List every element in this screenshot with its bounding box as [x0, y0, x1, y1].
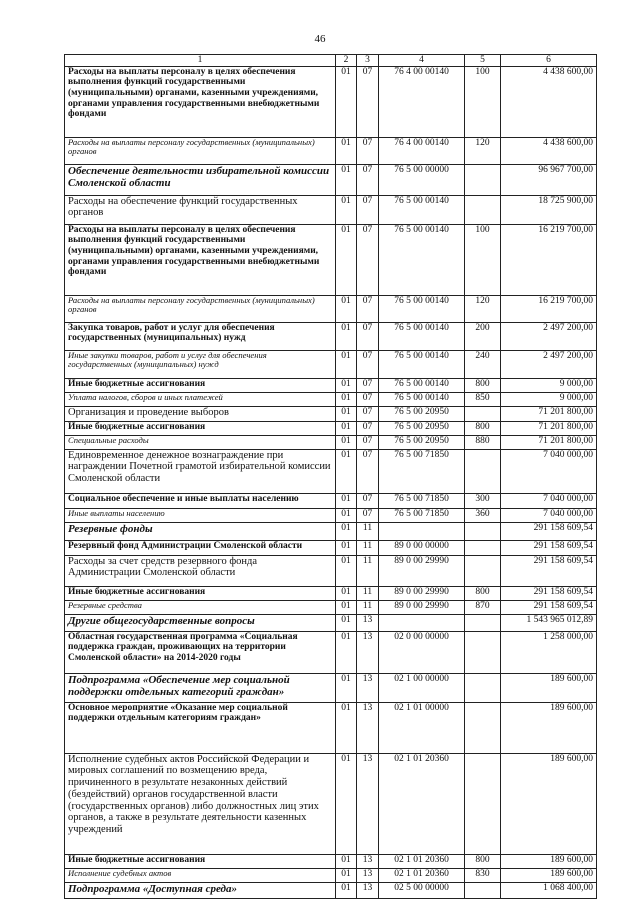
subsection-code-cell: 07: [357, 224, 379, 295]
amount-cell: 96 967 700,00: [501, 164, 597, 195]
expense-type-cell: 870: [465, 600, 501, 614]
row-name-cell: Иные бюджетные ассигнования: [65, 854, 336, 868]
amount-cell: 4 438 600,00: [501, 137, 597, 164]
table-row: [65, 493, 597, 508]
amount-cell: 16 219 700,00: [501, 295, 597, 322]
page-number: 46: [314, 33, 326, 45]
subsection-code-cell: 13: [357, 673, 379, 702]
amount-cell: 18 725 900,00: [501, 195, 597, 224]
target-article-cell: [379, 522, 465, 540]
subsection-code-cell: 07: [357, 378, 379, 392]
budget-table: [64, 54, 597, 899]
target-article-cell: 76 5 00 20950: [379, 421, 465, 435]
expense-type-cell: [465, 195, 501, 224]
amount-cell: 189 600,00: [501, 753, 597, 854]
expense-type-cell: 200: [465, 322, 501, 350]
row-name-cell: Закупка товаров, работ и услуг для обеспечения государственных (муниципальных) нужд: [65, 322, 336, 350]
target-article-cell: 89 0 00 29990: [379, 586, 465, 600]
row-name-cell: Расходы на выплаты персоналу государственных (муниципальных) органов: [65, 295, 336, 322]
subsection-code-cell: 13: [357, 614, 379, 631]
section-code-cell: 01: [336, 66, 357, 137]
expense-type-cell: 120: [465, 295, 501, 322]
section-code-cell: 01: [336, 854, 357, 868]
subsection-code-cell: 07: [357, 164, 379, 195]
table-row: [65, 392, 597, 406]
row-name-cell: Исполнение судебных актов Российской Федерации и мировых соглашений по возмещению вреда, причиненного в результате незаконных действий (бездействий) органов государственной власти (государственных органов) либо должностных лиц этих органов, а также в результате деятельности казенных учреждений: [65, 753, 336, 854]
table-row: [65, 224, 597, 295]
table-row: [65, 600, 597, 614]
amount-cell: 71 201 800,00: [501, 435, 597, 449]
section-code-cell: 01: [336, 435, 357, 449]
amount-cell: 189 600,00: [501, 702, 597, 753]
target-article-cell: 76 5 00 71850: [379, 449, 465, 493]
row-name-cell: Обеспечение деятельности избирательной комиссии Смоленской области: [65, 164, 336, 195]
row-name-cell: Расходы за счет средств резервного фонда Администрации Смоленской области: [65, 555, 336, 586]
amount-cell: 1 543 965 012,89: [501, 614, 597, 631]
expense-type-cell: 360: [465, 508, 501, 522]
subsection-code-cell: 07: [357, 435, 379, 449]
subsection-code-cell: 07: [357, 392, 379, 406]
subsection-code-cell: 07: [357, 350, 379, 378]
target-article-cell: 89 0 00 29990: [379, 600, 465, 614]
target-article-cell: 89 0 00 00000: [379, 540, 465, 555]
section-code-cell: 01: [336, 673, 357, 702]
target-article-cell: 76 5 00 71850: [379, 508, 465, 522]
header-col-2: 2: [336, 55, 357, 67]
table-row: [65, 586, 597, 600]
section-code-cell: 01: [336, 164, 357, 195]
amount-cell: 71 201 800,00: [501, 406, 597, 421]
table-row: [65, 449, 597, 493]
row-name-cell: Социальное обеспечение и иные выплаты населению: [65, 493, 336, 508]
amount-cell: 9 000,00: [501, 392, 597, 406]
target-article-cell: 02 1 01 20360: [379, 753, 465, 854]
table-row: [65, 66, 597, 137]
target-article-cell: 76 5 00 00140: [379, 392, 465, 406]
row-name-cell: Исполнение судебных актов: [65, 868, 336, 882]
section-code-cell: 01: [336, 322, 357, 350]
expense-type-cell: 800: [465, 421, 501, 435]
subsection-code-cell: 07: [357, 295, 379, 322]
target-article-cell: 89 0 00 29990: [379, 555, 465, 586]
subsection-code-cell: 13: [357, 702, 379, 753]
table-row: [65, 406, 597, 421]
table-row: [65, 508, 597, 522]
expense-type-cell: [465, 164, 501, 195]
amount-cell: 291 158 609,54: [501, 522, 597, 540]
table-row: [65, 137, 597, 164]
row-name-cell: Организация и проведение выборов: [65, 406, 336, 421]
header-row: [65, 55, 597, 67]
row-name-cell: Расходы на обеспечение функций государственных органов: [65, 195, 336, 224]
expense-type-cell: 850: [465, 392, 501, 406]
row-name-cell: Областная государственная программа «Социальная поддержка граждан, проживающих на территории Смоленской области» на 2014-2020 годы: [65, 631, 336, 673]
amount-cell: 189 600,00: [501, 673, 597, 702]
section-code-cell: 01: [336, 702, 357, 753]
table-row: [65, 350, 597, 378]
amount-cell: 7 040 000,00: [501, 449, 597, 493]
table-row: [65, 295, 597, 322]
table-row: [65, 673, 597, 702]
subsection-code-cell: 07: [357, 508, 379, 522]
table-row: [65, 378, 597, 392]
expense-type-cell: 800: [465, 586, 501, 600]
row-name-cell: Расходы на выплаты персоналу государственных (муниципальных) органов: [65, 137, 336, 164]
row-name-cell: Резервные средства: [65, 600, 336, 614]
amount-cell: 16 219 700,00: [501, 224, 597, 295]
subsection-code-cell: 11: [357, 586, 379, 600]
section-code-cell: 01: [336, 522, 357, 540]
table-row: [65, 854, 597, 868]
subsection-code-cell: 11: [357, 540, 379, 555]
amount-cell: 291 158 609,54: [501, 555, 597, 586]
target-article-cell: 02 1 01 20360: [379, 854, 465, 868]
target-article-cell: 02 1 01 00000: [379, 702, 465, 753]
row-name-cell: Уплата налогов, сборов и иных платежей: [65, 392, 336, 406]
subsection-code-cell: 07: [357, 421, 379, 435]
target-article-cell: 02 0 00 00000: [379, 631, 465, 673]
amount-cell: 2 497 200,00: [501, 350, 597, 378]
expense-type-cell: 830: [465, 868, 501, 882]
subsection-code-cell: 07: [357, 66, 379, 137]
target-article-cell: 02 1 01 20360: [379, 868, 465, 882]
amount-cell: 291 158 609,54: [501, 600, 597, 614]
subsection-code-cell: 07: [357, 449, 379, 493]
expense-type-cell: [465, 702, 501, 753]
section-code-cell: 01: [336, 555, 357, 586]
subsection-code-cell: 07: [357, 137, 379, 164]
amount-cell: 1 068 400,00: [501, 882, 597, 898]
row-name-cell: Иные бюджетные ассигнования: [65, 586, 336, 600]
target-article-cell: 76 5 00 00140: [379, 350, 465, 378]
section-code-cell: 01: [336, 868, 357, 882]
subsection-code-cell: 13: [357, 868, 379, 882]
table-row: [65, 882, 597, 898]
amount-cell: 2 497 200,00: [501, 322, 597, 350]
header-col-6: 6: [501, 55, 597, 67]
header-col-1: 1: [65, 55, 336, 67]
expense-type-cell: [465, 522, 501, 540]
amount-cell: 1 258 000,00: [501, 631, 597, 673]
table-row: [65, 702, 597, 753]
expense-type-cell: 100: [465, 66, 501, 137]
amount-cell: 291 158 609,54: [501, 540, 597, 555]
section-code-cell: 01: [336, 295, 357, 322]
subsection-code-cell: 07: [357, 406, 379, 421]
target-article-cell: 02 1 00 00000: [379, 673, 465, 702]
section-code-cell: 01: [336, 378, 357, 392]
target-article-cell: 02 5 00 00000: [379, 882, 465, 898]
expense-type-cell: [465, 449, 501, 493]
target-article-cell: 76 5 00 00140: [379, 295, 465, 322]
row-name-cell: Иные бюджетные ассигнования: [65, 421, 336, 435]
amount-cell: 7 040 000,00: [501, 508, 597, 522]
table-row: [65, 555, 597, 586]
row-name-cell: Подпрограмма «Обеспечение мер социальной поддержки отдельных категорий граждан»: [65, 673, 336, 702]
row-name-cell: Резервный фонд Администрации Смоленской области: [65, 540, 336, 555]
expense-type-cell: [465, 753, 501, 854]
section-code-cell: 01: [336, 392, 357, 406]
row-name-cell: Резервные фонды: [65, 522, 336, 540]
row-name-cell: Расходы на выплаты персоналу в целях обеспечения выполнения функций государственными (муниципальными) органами, казенными учреждениями, органами управления государственными внебюджетными фондами: [65, 224, 336, 295]
row-name-cell: Иные закупки товаров, работ и услуг для обеспечения государственных (муниципальных) нужд: [65, 350, 336, 378]
section-code-cell: 01: [336, 508, 357, 522]
subsection-code-cell: 13: [357, 882, 379, 898]
section-code-cell: 01: [336, 195, 357, 224]
row-name-cell: Другие общегосударственные вопросы: [65, 614, 336, 631]
expense-type-cell: 240: [465, 350, 501, 378]
section-code-cell: 01: [336, 882, 357, 898]
target-article-cell: [379, 614, 465, 631]
section-code-cell: 01: [336, 421, 357, 435]
target-article-cell: 76 5 00 20950: [379, 406, 465, 421]
section-code-cell: 01: [336, 753, 357, 854]
expense-type-cell: 800: [465, 378, 501, 392]
amount-cell: 189 600,00: [501, 854, 597, 868]
subsection-code-cell: 13: [357, 631, 379, 673]
target-article-cell: 76 5 00 00000: [379, 164, 465, 195]
subsection-code-cell: 11: [357, 555, 379, 586]
expense-type-cell: [465, 614, 501, 631]
expense-type-cell: [465, 555, 501, 586]
table-row: [65, 522, 597, 540]
subsection-code-cell: 11: [357, 522, 379, 540]
target-article-cell: 76 5 00 20950: [379, 435, 465, 449]
section-code-cell: 01: [336, 493, 357, 508]
subsection-code-cell: 07: [357, 322, 379, 350]
amount-cell: 189 600,00: [501, 868, 597, 882]
expense-type-cell: [465, 406, 501, 421]
amount-cell: 7 040 000,00: [501, 493, 597, 508]
row-name-cell: Расходы на выплаты персоналу в целях обеспечения выполнения функций государственными (муниципальными) органами, казенными учреждениями, органами управления государственными внебюджетными фондами: [65, 66, 336, 137]
table-row: [65, 753, 597, 854]
expense-type-cell: 300: [465, 493, 501, 508]
expense-type-cell: [465, 882, 501, 898]
row-name-cell: Иные выплаты населению: [65, 508, 336, 522]
row-name-cell: Иные бюджетные ассигнования: [65, 378, 336, 392]
subsection-code-cell: 07: [357, 493, 379, 508]
section-code-cell: 01: [336, 137, 357, 164]
row-name-cell: Специальные расходы: [65, 435, 336, 449]
subsection-code-cell: 11: [357, 600, 379, 614]
table-row: [65, 322, 597, 350]
row-name-cell: Подпрограмма «Доступная среда»: [65, 882, 336, 898]
target-article-cell: 76 5 00 00140: [379, 322, 465, 350]
section-code-cell: 01: [336, 224, 357, 295]
section-code-cell: 01: [336, 406, 357, 421]
target-article-cell: 76 4 00 00140: [379, 66, 465, 137]
subsection-code-cell: 07: [357, 195, 379, 224]
section-code-cell: 01: [336, 614, 357, 631]
section-code-cell: 01: [336, 540, 357, 555]
header-col-3: 3: [357, 55, 379, 67]
header-col-5: 5: [465, 55, 501, 67]
row-name-cell: Единовременное денежное вознаграждение при награждении Почетной грамотой избирательной комиссии Смоленской области: [65, 449, 336, 493]
table-row: [65, 868, 597, 882]
target-article-cell: 76 4 00 00140: [379, 137, 465, 164]
subsection-code-cell: 13: [357, 854, 379, 868]
table-row: [65, 435, 597, 449]
expense-type-cell: [465, 673, 501, 702]
amount-cell: 71 201 800,00: [501, 421, 597, 435]
table-row: [65, 614, 597, 631]
amount-cell: 9 000,00: [501, 378, 597, 392]
row-name-cell: Основное мероприятие «Оказание мер социальной поддержки отдельным категориям граждан»: [65, 702, 336, 753]
amount-cell: 291 158 609,54: [501, 586, 597, 600]
expense-type-cell: [465, 540, 501, 555]
target-article-cell: 76 5 00 00140: [379, 378, 465, 392]
expense-type-cell: 120: [465, 137, 501, 164]
expense-type-cell: [465, 631, 501, 673]
amount-cell: 4 438 600,00: [501, 66, 597, 137]
section-code-cell: 01: [336, 631, 357, 673]
table-row: [65, 421, 597, 435]
expense-type-cell: 880: [465, 435, 501, 449]
expense-type-cell: 100: [465, 224, 501, 295]
section-code-cell: 01: [336, 449, 357, 493]
expense-type-cell: 800: [465, 854, 501, 868]
section-code-cell: 01: [336, 600, 357, 614]
header-col-4: 4: [379, 55, 465, 67]
subsection-code-cell: 13: [357, 753, 379, 854]
section-code-cell: 01: [336, 586, 357, 600]
table-row: [65, 631, 597, 673]
table-row: [65, 164, 597, 195]
target-article-cell: 76 5 00 71850: [379, 493, 465, 508]
table-row: [65, 540, 597, 555]
table-row: [65, 195, 597, 224]
target-article-cell: 76 5 00 00140: [379, 195, 465, 224]
section-code-cell: 01: [336, 350, 357, 378]
target-article-cell: 76 5 00 00140: [379, 224, 465, 295]
